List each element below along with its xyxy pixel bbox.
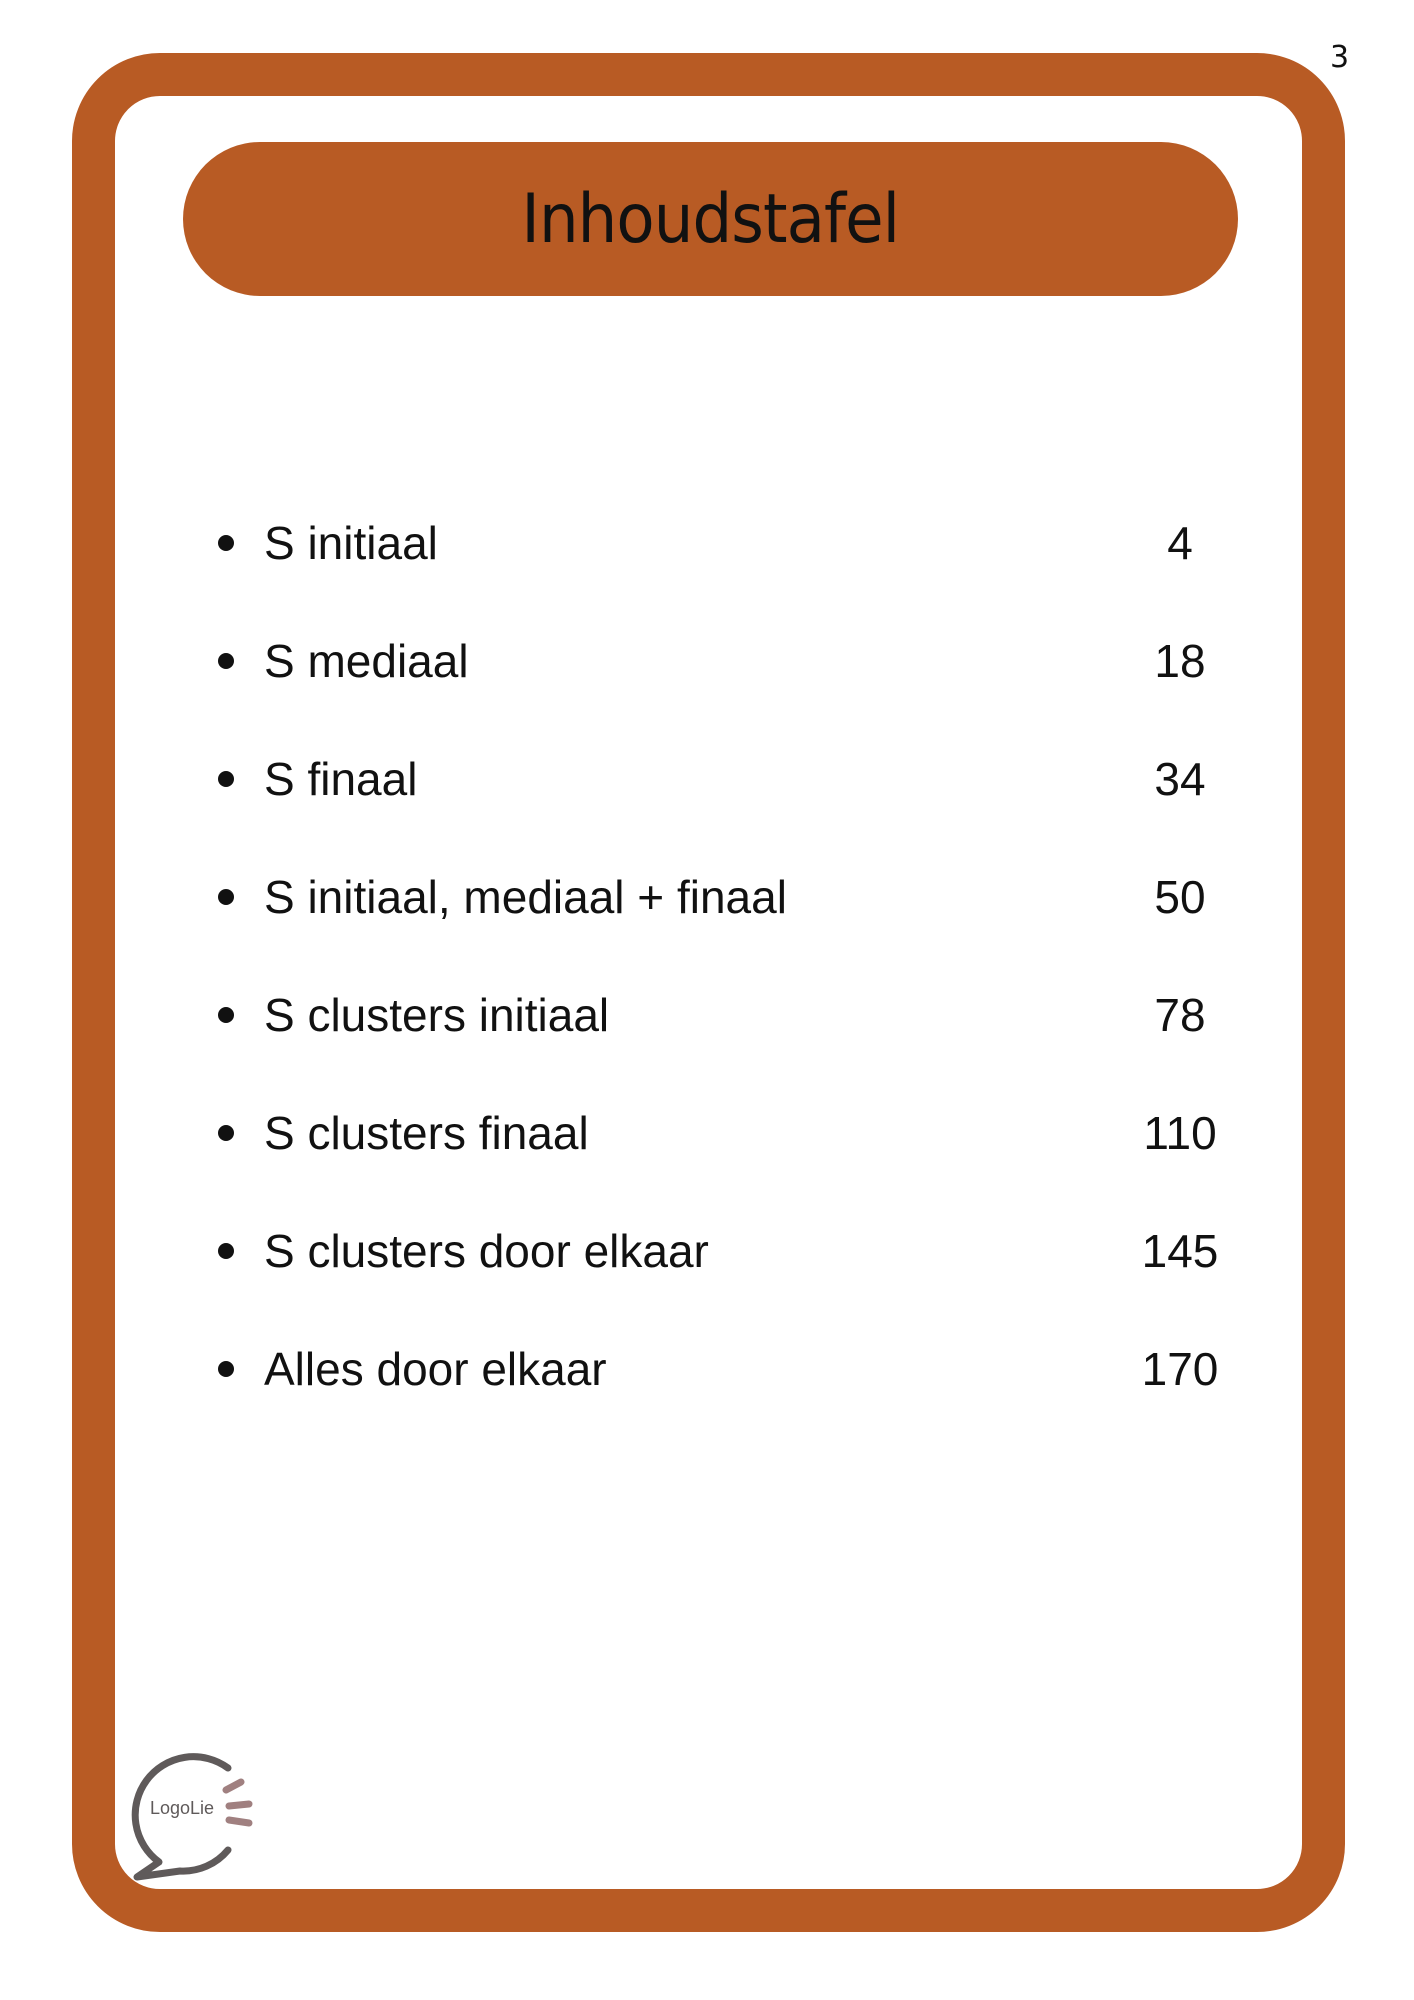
toc-item-label: S initiaal [264, 517, 438, 569]
toc-item-page: 18 [1154, 635, 1206, 687]
toc-item-label: Alles door elkaar [264, 1343, 607, 1395]
toc-item-page: 145 [1141, 1225, 1219, 1277]
toc-item-label: S mediaal [264, 635, 469, 687]
toc-item[interactable] [210, 749, 1230, 809]
bullet-icon [218, 1125, 234, 1141]
toc-item[interactable] [210, 631, 1230, 691]
toc-item-page: 78 [1154, 989, 1206, 1041]
toc-item-label: S clusters initiaal [264, 989, 610, 1041]
bullet-icon [218, 535, 234, 551]
toc-item-page: 110 [1143, 1107, 1217, 1159]
toc-item-page: 50 [1154, 871, 1206, 923]
page-title: Inhoudstafel [521, 179, 900, 259]
toc-item[interactable] [210, 1221, 1230, 1281]
bullet-icon [218, 771, 234, 787]
page-number: 3 [1330, 40, 1350, 75]
toc-item[interactable] [210, 867, 1230, 927]
toc-item-page: 4 [1167, 517, 1193, 569]
toc-item[interactable] [210, 1339, 1230, 1399]
toc-item-label: S initiaal, mediaal + finaal [264, 871, 787, 923]
bullet-icon [218, 653, 234, 669]
bullet-icon [218, 889, 234, 905]
toc-item[interactable] [210, 985, 1230, 1045]
toc-item[interactable] [210, 1103, 1230, 1163]
title-banner [183, 142, 1238, 296]
bullet-icon [218, 1007, 234, 1023]
toc-item-label: S clusters door elkaar [264, 1225, 709, 1277]
toc-item-page: 34 [1154, 753, 1206, 805]
toc-item-page: 170 [1141, 1343, 1219, 1395]
logo-text: LogoLie [150, 1798, 215, 1818]
bullet-icon [218, 1361, 234, 1377]
toc-item-label: S finaal [264, 753, 418, 805]
bullet-icon [218, 1243, 234, 1259]
toc-item[interactable] [210, 513, 1230, 573]
toc-item-label: S clusters finaal [264, 1107, 589, 1159]
